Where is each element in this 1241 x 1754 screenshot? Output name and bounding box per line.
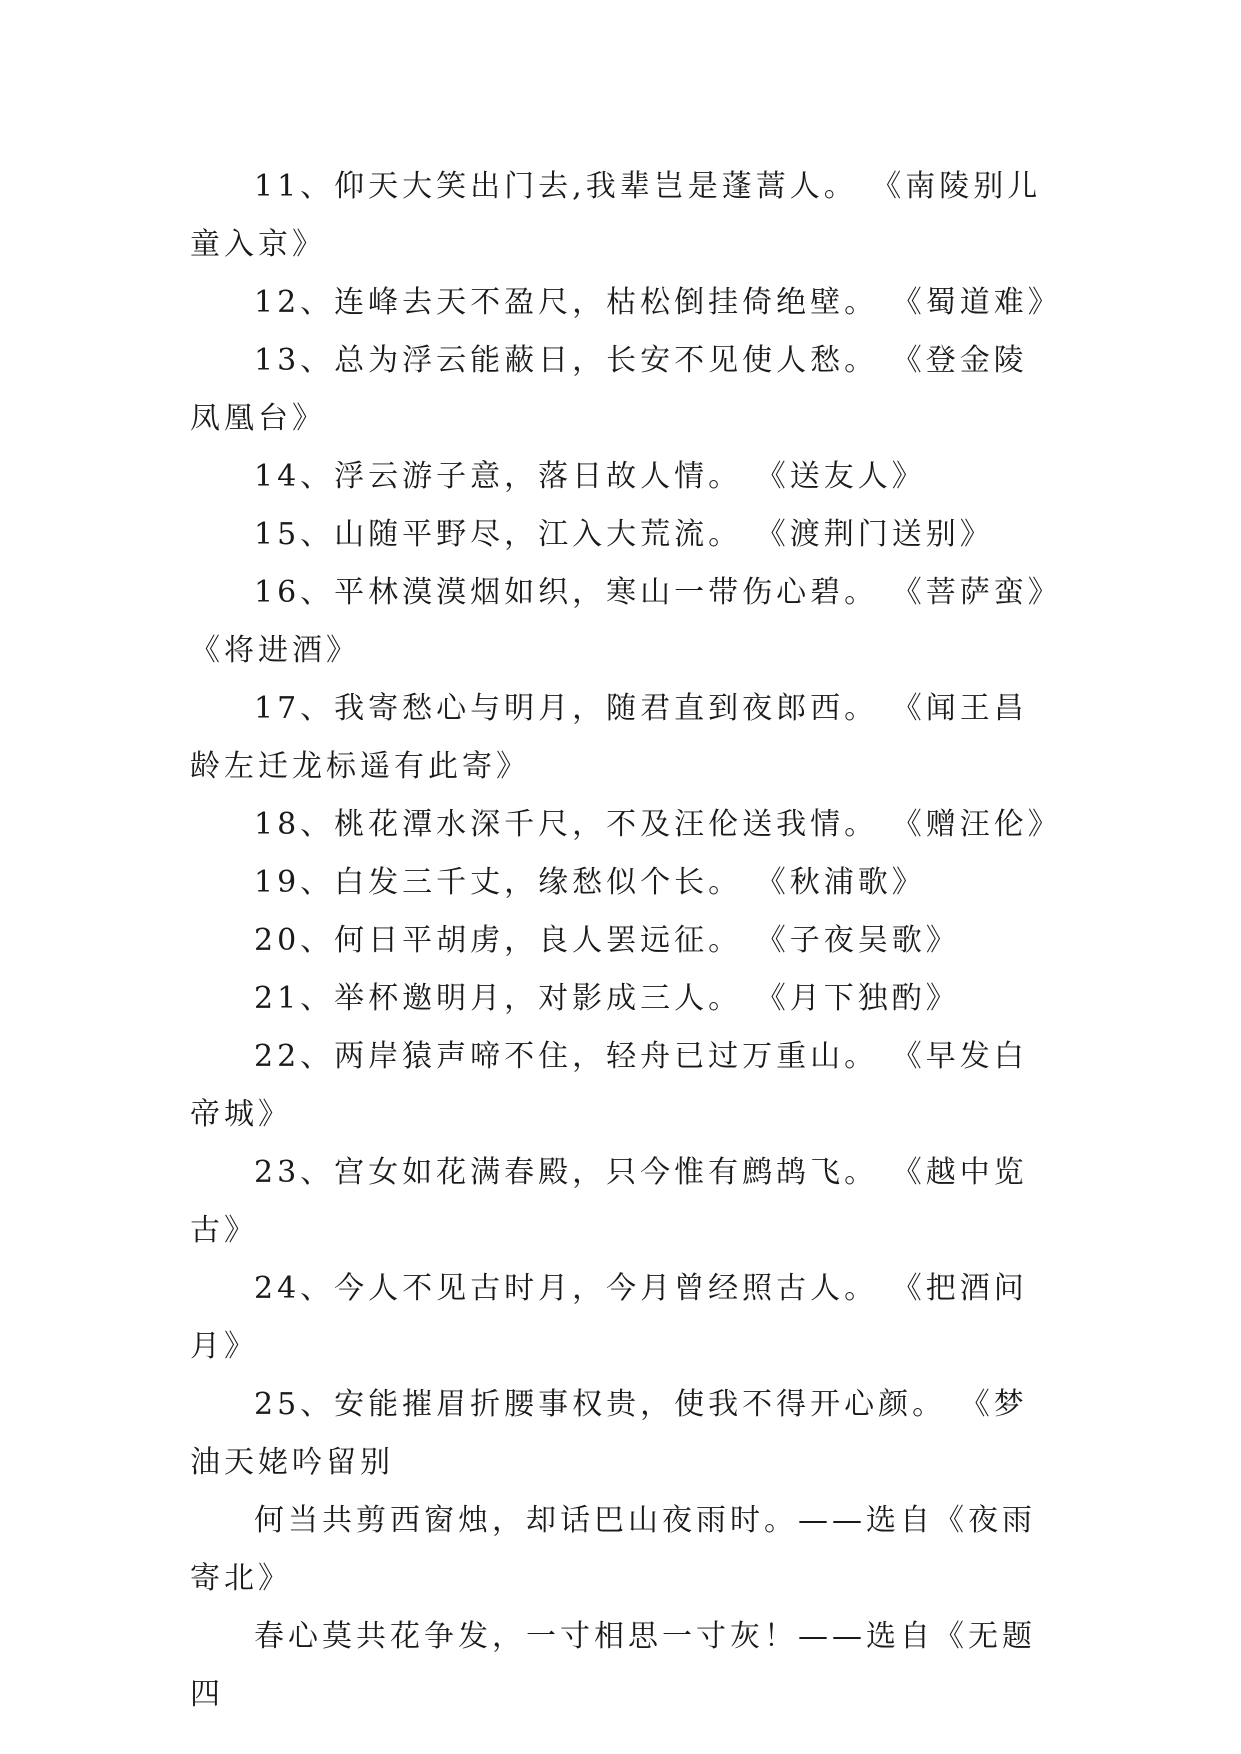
quote-paragraph-23: 23、宫女如花满春殿，只今惟有鹧鸪飞。 《越中览古》 xyxy=(190,1155,1028,1248)
quote-paragraph-17: 17、我寄愁心与明月，随君直到夜郎西。 《闻王昌龄左迁龙标遥有此寄》 xyxy=(190,691,1028,784)
quote-paragraph-15: 15、山随平野尽，江入大荒流。 《渡荆门送别》 xyxy=(254,517,994,552)
quote-paragraph-16: 16、平林漠漠烟如织，寒山一带伤心碧。 《菩萨蛮》《将进酒》 xyxy=(190,575,1047,668)
quote-paragraph-12: 12、连峰去天不盈尺，枯松倒挂倚绝壁。 《蜀道难》 xyxy=(254,285,1062,320)
quote-paragraph-night-rain: 何当共剪西窗烛，却话巴山夜雨时。——选自《夜雨寄北》 xyxy=(190,1503,1036,1596)
quote-paragraph-11: 11、仰天大笑出门去,我辈岂是蓬蒿人。 《南陵别儿童入京》 xyxy=(190,169,1042,262)
quote-paragraph-24: 24、今人不见古时月，今月曾经照古人。 《把酒问月》 xyxy=(190,1271,1028,1364)
quote-paragraph-25: 25、安能摧眉折腰事权贵，使我不得开心颜。 《梦油天姥吟留别 xyxy=(190,1387,1028,1480)
quote-paragraph-21: 21、举杯邀明月，对影成三人。 《月下独酌》 xyxy=(254,981,960,1016)
poem-quote-list xyxy=(190,158,1062,1724)
quote-paragraph-18: 18、桃花潭水深千尺，不及汪伦送我情。 《赠汪伦》 xyxy=(254,807,1062,842)
quote-paragraph-22: 22、两岸猿声啼不住，轻舟已过万重山。 《早发白帝城》 xyxy=(190,1039,1028,1132)
quote-paragraph-13: 13、总为浮云能蔽日，长安不见使人愁。 《登金陵凤凰台》 xyxy=(190,343,1028,436)
quote-paragraph-untitled: 春心莫共花争发，一寸相思一寸灰！——选自《无题四 xyxy=(190,1619,1036,1712)
quote-paragraph-19: 19、白发三千丈，缘愁似个长。 《秋浦歌》 xyxy=(254,865,926,900)
quote-paragraph-14: 14、浮云游子意，落日故人情。 《送友人》 xyxy=(254,459,926,494)
quote-paragraph-20: 20、何日平胡虏，良人罢远征。 《子夜吴歌》 xyxy=(254,923,960,958)
